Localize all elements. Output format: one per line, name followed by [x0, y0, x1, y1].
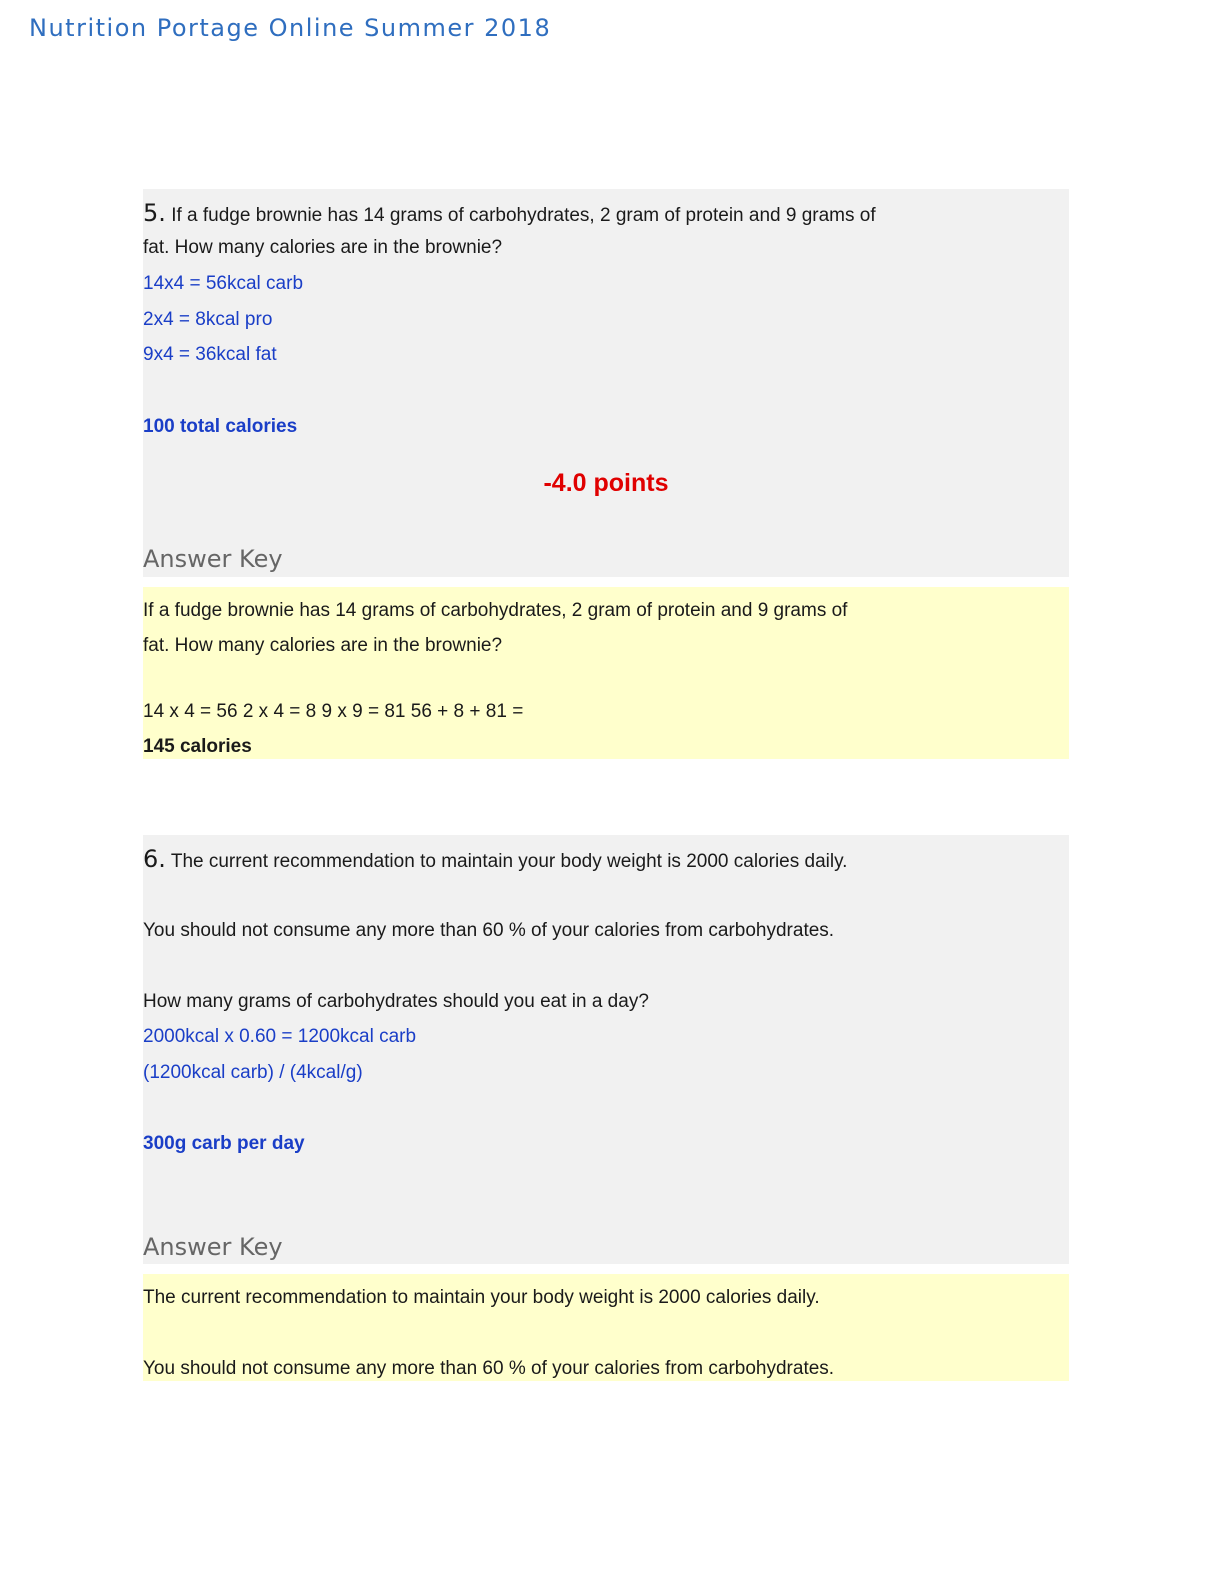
answer-key-text: The current recommendation to maintain your body weight is 2000 calories daily.: [143, 1287, 820, 1308]
score-points: -4.0 points: [543, 469, 669, 497]
answer-key-heading: Answer Key: [143, 1233, 283, 1261]
question-5-response-panel: [143, 189, 1069, 577]
question-number: 5.: [143, 199, 166, 227]
response-total: 100 total calories: [143, 416, 298, 437]
response-line: 9x4 = 36kcal fat: [143, 344, 277, 365]
answer-key-calculation: 14 x 4 = 56 2 x 4 = 8 9 x 9 = 81 56 + 8 + 81 =: [143, 701, 524, 722]
answer-key-text: You should not consume any more than 60 % of your calories from carbohydrates.: [143, 1358, 835, 1379]
response-line: 2x4 = 8kcal pro: [143, 309, 273, 330]
answer-key-text: If a fudge brownie has 14 grams of carbohydrates, 2 gram of protein and 9 grams of: [143, 600, 848, 621]
answer-key-text: fat. How many calories are in the brownie?: [143, 635, 503, 656]
question-6-answer-key-panel: [143, 1274, 1069, 1381]
response-line: 14x4 = 56kcal carb: [143, 273, 304, 294]
answer-key-answer: 145 calories: [143, 736, 252, 757]
response-line: 2000kcal x 0.60 = 1200kcal carb: [143, 1026, 417, 1047]
question-5-prompt: [143, 201, 876, 228]
prompt-text: If a fudge brownie has 14 grams of carbohydrates, 2 gram of protein and 9 grams of: [171, 205, 876, 226]
prompt-text: The current recommendation to maintain your body weight is 2000 calories daily.: [170, 851, 848, 872]
page-header-title: Nutrition Portage Online Summer 2018: [29, 14, 552, 42]
response-line: (1200kcal carb) / (4kcal/g): [143, 1062, 363, 1083]
prompt-question: How many grams of carbohydrates should you eat in a day?: [143, 991, 649, 1012]
answer-key-heading: Answer Key: [143, 545, 283, 573]
question-6-prompt: [143, 847, 847, 874]
prompt-text-continued: You should not consume any more than 60 % of your calories from carbohydrates.: [143, 920, 835, 941]
question-number: 6.: [143, 845, 166, 873]
response-total: 300g carb per day: [143, 1133, 305, 1154]
prompt-text-continued: fat. How many calories are in the brownie?: [143, 237, 503, 258]
question-6-response-panel: [143, 835, 1069, 1264]
question-5-answer-key-panel: [143, 587, 1069, 759]
